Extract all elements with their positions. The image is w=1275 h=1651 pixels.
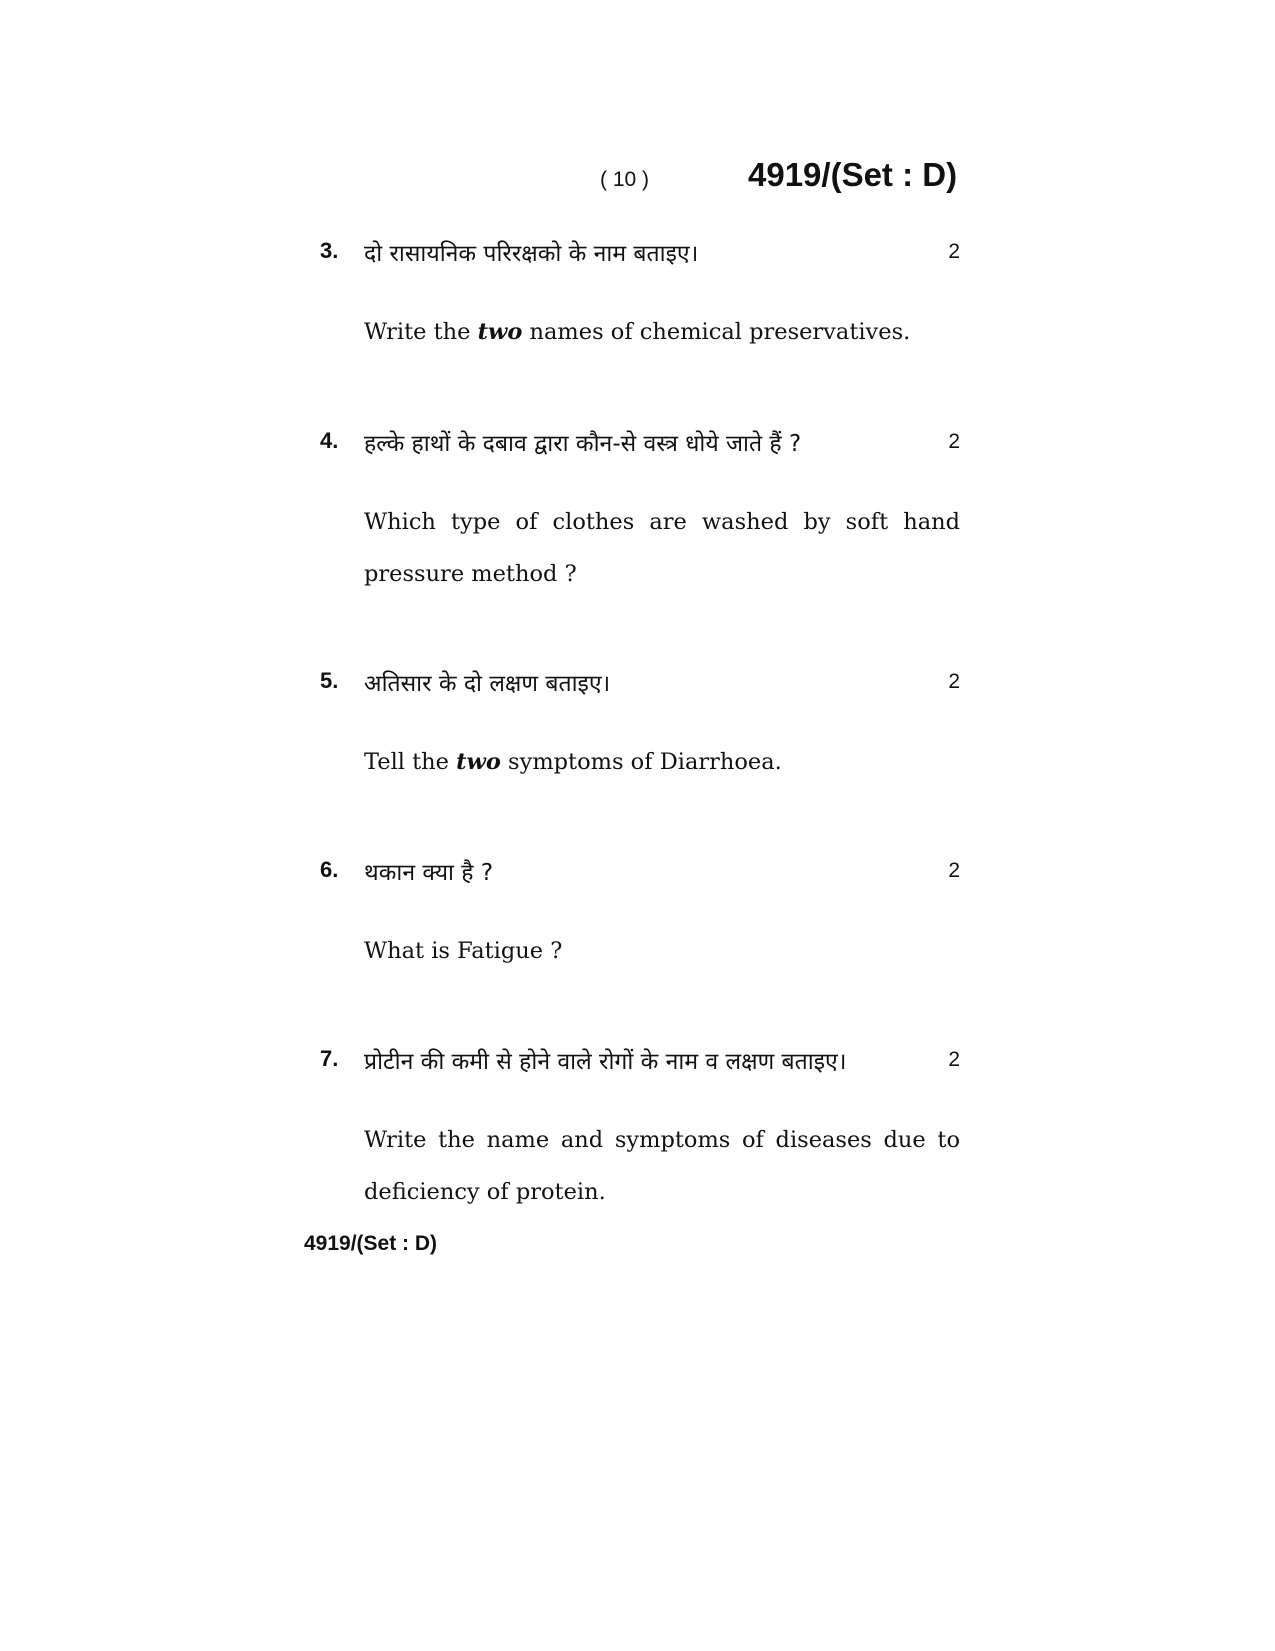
- english-text: symptoms of Diarrhoea.: [500, 749, 782, 775]
- question-text-english: [364, 736, 960, 788]
- question-marks: 2: [948, 430, 960, 453]
- question-line: [320, 426, 960, 466]
- emphasis-text: two: [456, 749, 501, 775]
- question-5: [320, 666, 960, 788]
- page-number: ( 10 ): [600, 168, 650, 191]
- question-text-hindi: थकान क्या है ?: [364, 860, 494, 886]
- question-number: 7.: [320, 1046, 339, 1071]
- question-line: [320, 855, 960, 895]
- set-code-header: 4919/(Set : D): [748, 156, 958, 193]
- question-marks: 2: [948, 670, 960, 693]
- question-number: 5.: [320, 668, 339, 693]
- question-text-english: Which type of clothes are washed by soft hand pressure method ?: [364, 509, 960, 587]
- question-3: [320, 236, 960, 358]
- question-marks: 2: [948, 240, 960, 263]
- emphasis-text: two: [477, 319, 523, 345]
- question-text-hindi: दो रासायनिक परिरक्षको के नाम बताइए।: [364, 241, 699, 267]
- english-text: names of chemical preservatives.: [522, 319, 911, 345]
- question-text-english: What is Fatigue ?: [364, 938, 563, 964]
- question-line: [320, 666, 960, 706]
- question-text-hindi: प्रोटीन की कमी से होने वाले रोगों के नाम व लक्षण बताइए।: [364, 1049, 847, 1075]
- question-text-hindi: हल्के हाथों के दबाव द्वारा कौन-से वस्त्र धोये जाते हैं ?: [364, 431, 802, 457]
- question-7: [320, 1044, 960, 1218]
- set-code-footer: 4919/(Set : D): [304, 1232, 438, 1255]
- question-number: 6.: [320, 857, 339, 882]
- question-number: 4.: [320, 428, 339, 453]
- question-4: [320, 426, 960, 600]
- question-marks: 2: [948, 1048, 960, 1071]
- question-marks: 2: [948, 859, 960, 882]
- question-line: [320, 236, 960, 276]
- question-text-english: Write the name and symptoms of diseases due to deficiency of protein.: [364, 1127, 960, 1205]
- question-6: [320, 855, 960, 977]
- question-text-hindi: अतिसार के दो लक्षण बताइए।: [364, 671, 611, 697]
- english-text: Tell the: [364, 749, 457, 775]
- question-text-english: [364, 306, 960, 358]
- question-number: 3.: [320, 238, 339, 263]
- question-line: [320, 1044, 960, 1084]
- english-text: Write the: [364, 319, 478, 345]
